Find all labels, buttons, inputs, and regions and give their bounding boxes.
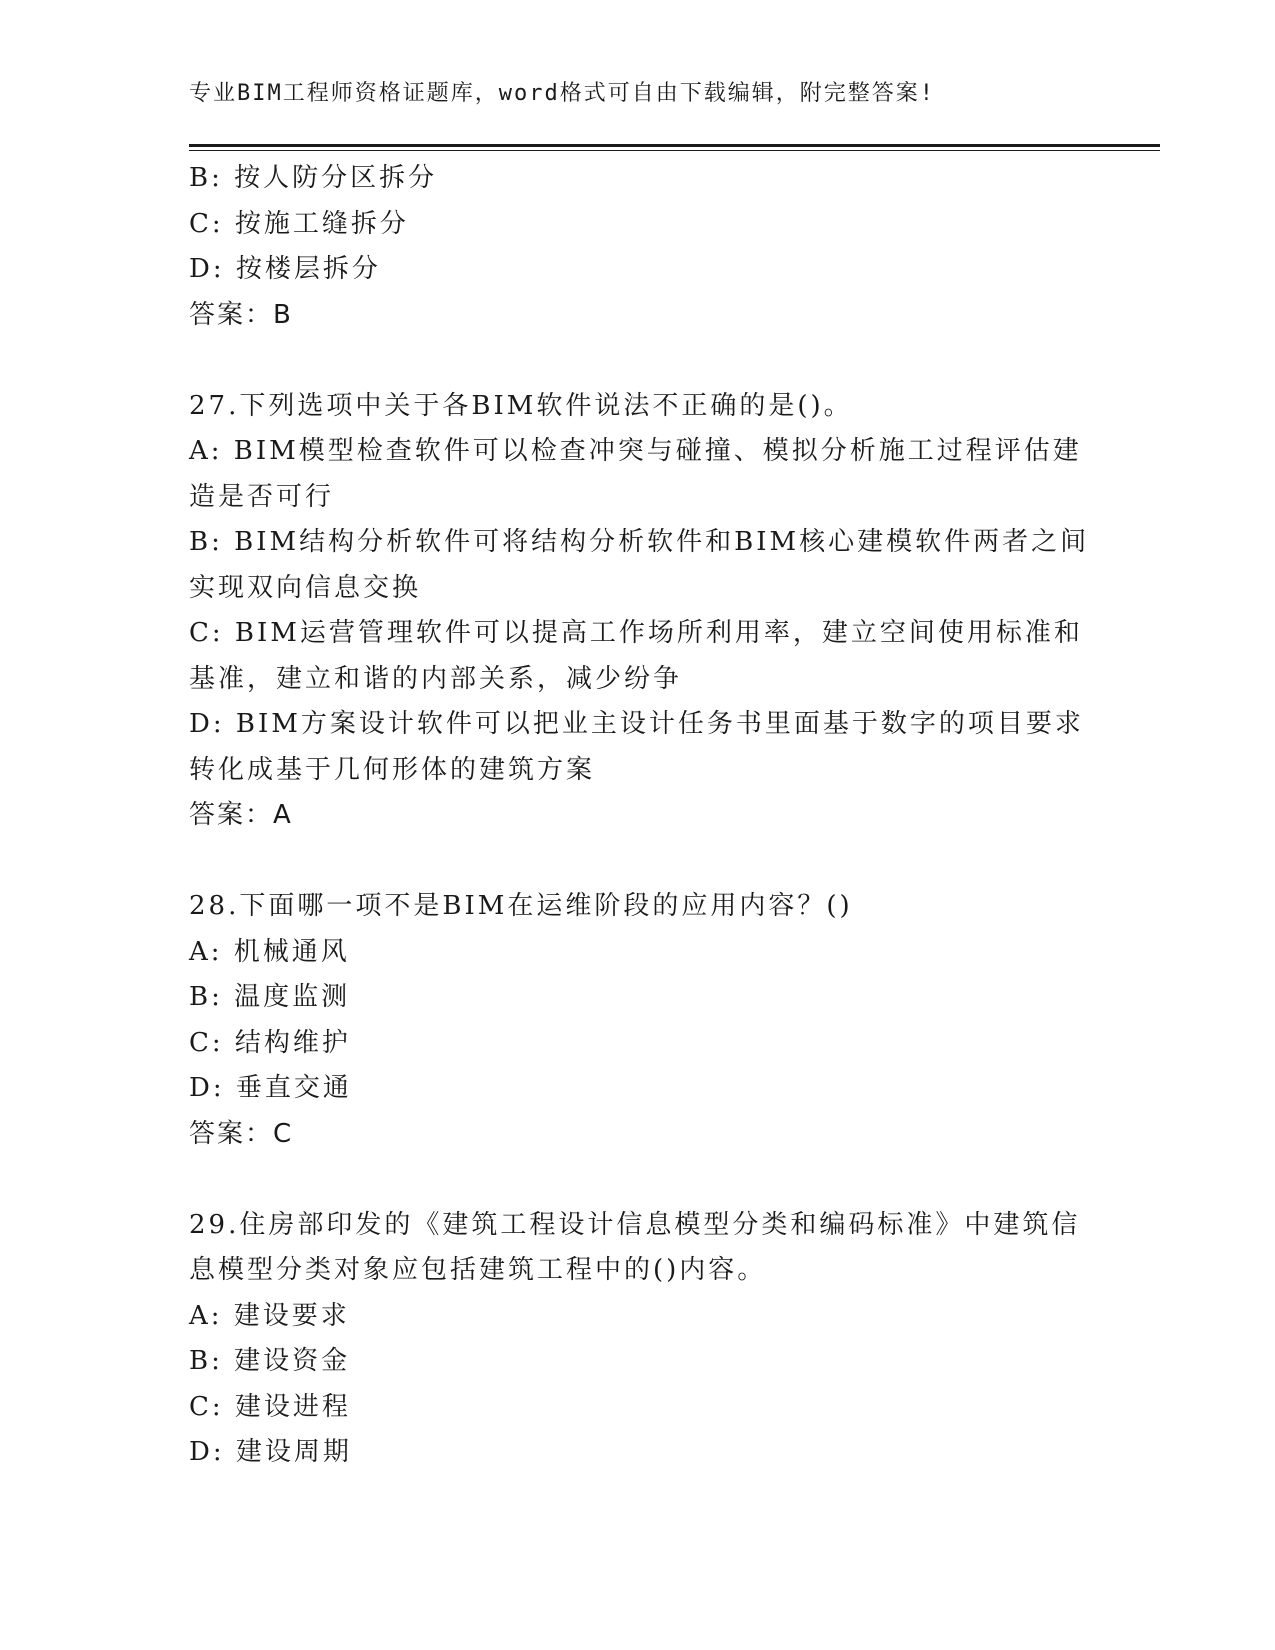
option-c: C: BIM运营管理软件可以提高工作场所利用率，建立空间使用标准和 (189, 618, 1083, 648)
question-stem: 29.住房部印发的《建筑工程设计信息模型分类和编码标准》中建筑信 (189, 1209, 1081, 1240)
spacer (189, 839, 1089, 885)
question-stem: 28.下面哪一项不是BIM在运维阶段的应用内容？() (189, 891, 853, 921)
option-b: B: 建设资金 (189, 1346, 351, 1376)
prev-question (189, 156, 1089, 338)
option-a: A: BIM模型检查软件可以检查冲突与碰撞、模拟分析施工过程评估建 (189, 436, 1082, 466)
option-d-continued: 转化成基于几何形体的建筑方案 (189, 754, 596, 785)
answer-line: 答案：C (189, 1118, 294, 1149)
option-b-continued: 实现双向信息交换 (189, 572, 422, 603)
spacer (189, 1157, 1089, 1203)
spacer (189, 338, 1089, 384)
option-d: D: 垂直交通 (189, 1073, 352, 1103)
question-27 (189, 384, 1089, 839)
option-a: A: 建设要求 (189, 1300, 350, 1331)
question-stem: 27.下列选项中关于各BIM软件说法不正确的是()。 (189, 390, 853, 421)
option-c: C: 按施工缝拆分 (189, 208, 409, 239)
option-b: B: 温度监测 (189, 982, 351, 1012)
option-d: D: BIM方案设计软件可以把业主设计任务书里面基于数字的项目要求 (189, 709, 1084, 739)
option-a-continued: 造是否可行 (189, 481, 335, 512)
option-a: A: 机械通风 (189, 936, 350, 967)
document-header: 专业BIM工程师资格证题库，word格式可自由下载编辑，附完整答案! (189, 81, 935, 106)
answer-line: 答案：A (189, 800, 293, 830)
option-c: C: 结构维护 (189, 1027, 351, 1058)
option-c: C: 建设进程 (189, 1391, 351, 1422)
option-d: D: 按楼层拆分 (189, 254, 381, 284)
option-d: D: 建设周期 (189, 1437, 352, 1467)
answer-line: 答案：B (189, 299, 293, 330)
option-b: B: 按人防分区拆分 (189, 163, 438, 193)
question-29 (189, 1203, 1089, 1476)
header-divider-thick (189, 144, 1160, 147)
question-content (189, 156, 1089, 1476)
option-b: B: BIM结构分析软件可将结构分析软件和BIM核心建模软件两者之间 (189, 527, 1090, 557)
header-divider-thin (189, 150, 1160, 151)
option-c-continued: 基准，建立和谐的内部关系，减少纷争 (189, 663, 683, 694)
question-stem-continued: 息模型分类对象应包括建筑工程中的()内容。 (189, 1255, 767, 1285)
question-28 (189, 884, 1089, 1157)
